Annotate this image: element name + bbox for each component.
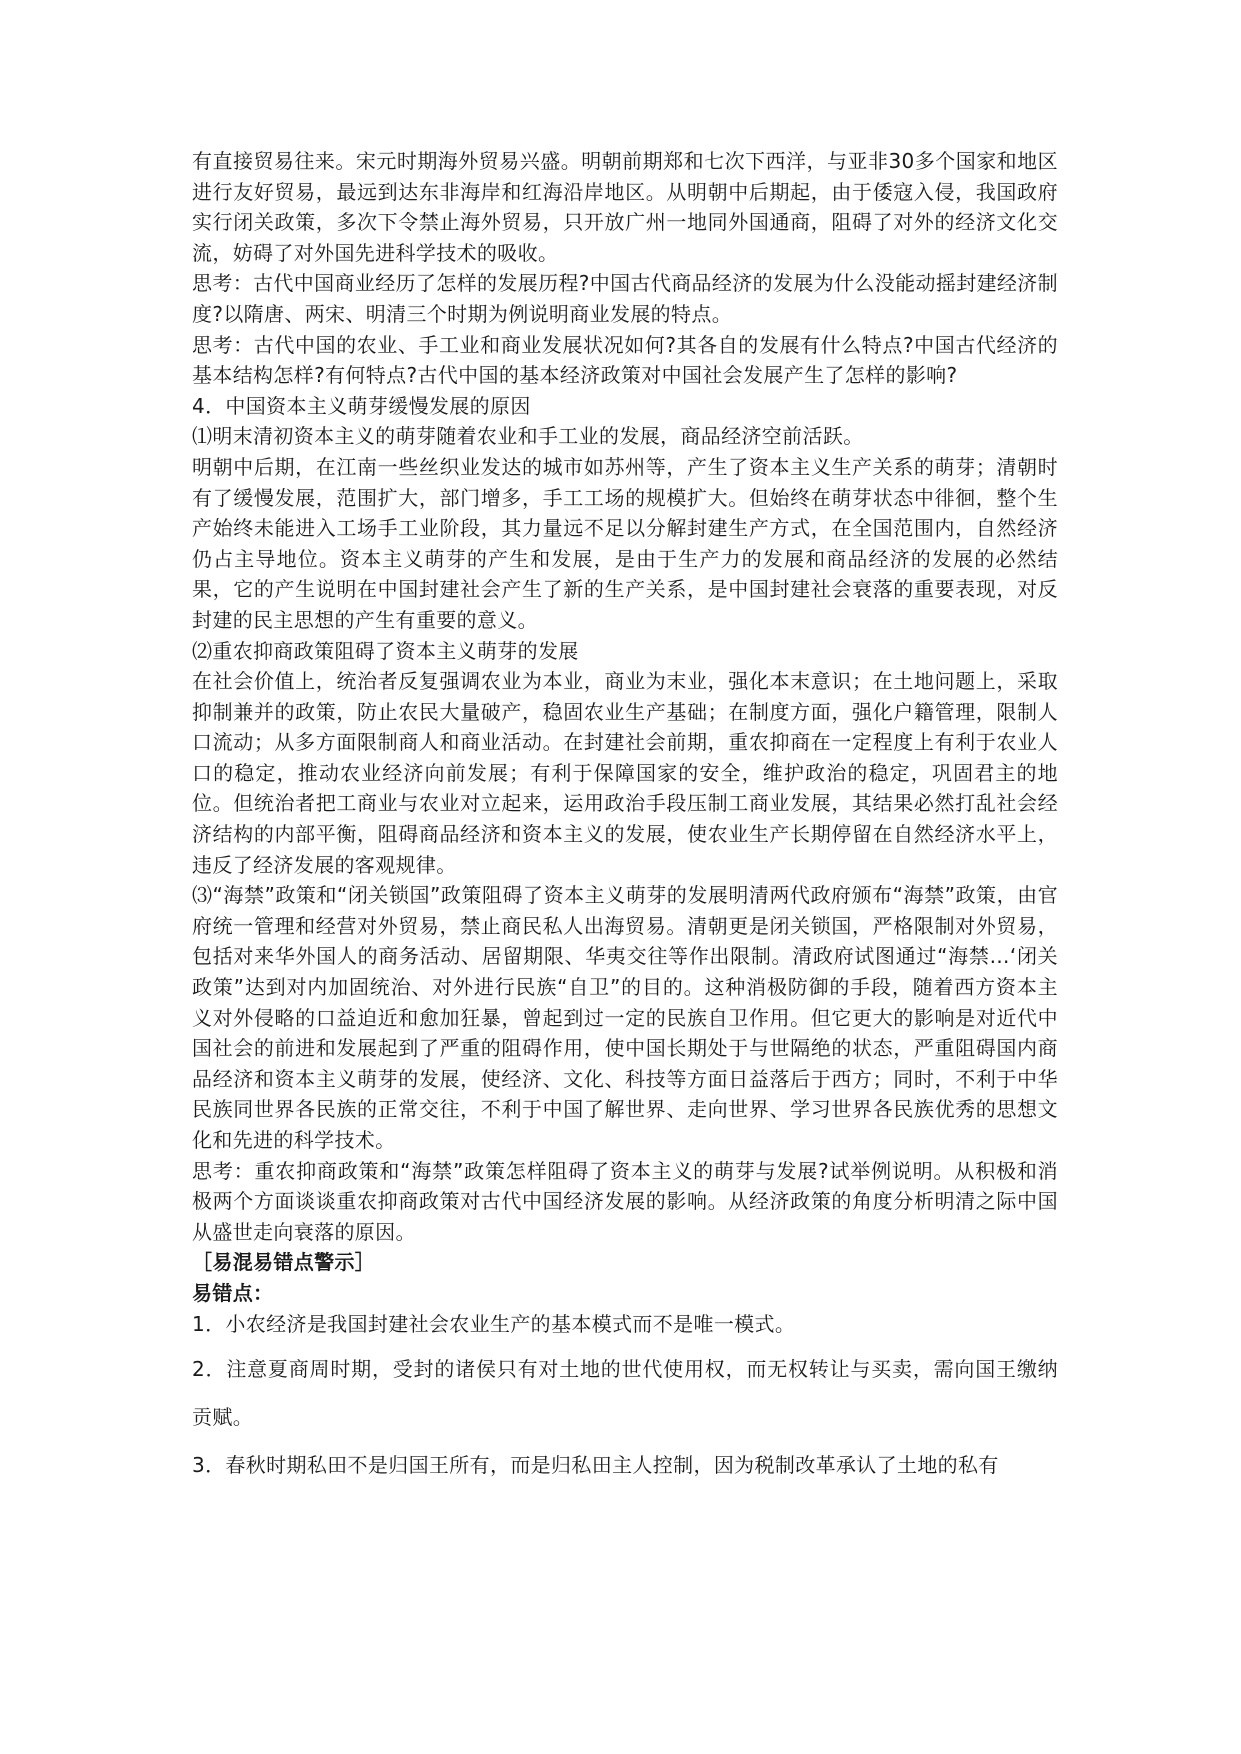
paragraph-question-economy: 思考：古代中国的农业、手工业和商业发展状况如何?其各自的发展有什么特点?中国古代经济的基本结构怎样?有何特点?古代中国的基本经济政策对中国社会发展产生了怎样的影响? (192, 332, 1058, 388)
paragraph-sea-ban-policy: ⑶“海禁”政策和“闭关锁国”政策阻碍了资本主义萌芽的发展明清两代政府颁布“海禁”政策，由官府统一管理和经营对外贸易，禁止商民私人出海贸易。清朝更是闭关锁国，严格限制对外贸易，包括对来华外国人的商务活动、居留期限、华夷交往等作出限制。清政府试图通过“海禁…‘闭关政策”达到对内加固统治、对外进行民族“自卫”的目的。这种消极防御的手段，随着西方资本主义对外侵略的口益迫近和愈加狂暴，曾起到过一定的民族自卫作用。但它更大的影响是对近代中国社会的前进和发展起到了严重的阻碍作用，使中国长期处于与世隔绝的状态，严重阻碍国内商品经济和资本主义萌芽的发展，使经济、文化、科技等方面日益落后于西方；同时，不利于中华民族同世界各民族的正常交往，不利于中国了解世界、走向世界、学习世界各民族优秀的思想文化和先进的科学技术。 (192, 883, 1058, 1152)
error-point-1: 1．小农经济是我国封建社会农业生产的基本模式而不是唯一模式。 (192, 1311, 796, 1336)
point-2-heading: ⑵重农抑商政策阻碍了资本主义萌芽的发展 (192, 638, 579, 663)
paragraph-trade-history: 有直接贸易往来。宋元时期海外贸易兴盛。明朝前期郑和七次下西洋，与亚非30多个国家和地区进行友好贸易，最远到达东非海岸和红海沿岸地区。从明朝中后期起，由于倭寇入侵，我国政府实行闭关政策，多次下令禁止海外贸易，只开放广州一地同外国通商，阻碍了对外的经济文化交流，妨碍了对外国先进科学技术的吸收。 (192, 149, 1058, 265)
paragraph-sprouts-development: 明朝中后期，在江南一些丝织业发达的城市如苏州等，产生了资本主义生产关系的萌芽；清朝时有了缓慢发展，范围扩大，部门增多，手工工场的规模扩大。但始终在萌芽状态中徘徊，整个生产始终未能进入工场手工业阶段，其力量远不足以分解封建生产方式，在全国范围内，自然经济仍占主导地位。资本主义萌芽的产生和发展，是由于生产力的发展和商品经济的发展的必然结果，它的产生说明在中国封建社会产生了新的生产关系，是中国封建社会衰落的重要表现，对反封建的民主思想的产生有重要的意义。 (192, 454, 1058, 632)
point-1-heading: ⑴明末清初资本主义的萌芽随着农业和手工业的发展，商品经济空前活跃。 (192, 424, 864, 449)
section-heading-warnings: ［易混易错点警示］ (192, 1250, 376, 1275)
paragraph-agriculture-policy: 在社会价值上，统治者反复强调农业为本业，商业为末业，强化本末意识；在土地问题上，采取抑制兼并的政策，防止农民大量破产，稳固农业生产基础；在制度方面，强化户籍管理，限制人口流动；从多方面限制商人和商业活动。在封建社会前期，重农抑商在一定程度上有利于农业人口的稳定，推动农业经济向前发展；有利于保障国家的安全，维护政治的稳定，巩固君主的地位。但统治者把工商业与农业对立起来，运用政治手段压制工商业发展，其结果必然打乱社会经济结构的内部平衡，阻碍商品经济和资本主义的发展，使农业生产长期停留在自然经济水平上，违反了经济发展的客观规律。 (192, 669, 1058, 877)
subheading-error-points: 易错点： (192, 1280, 274, 1305)
paragraph-question-policy: 思考：重农抑商政策和“海禁”政策怎样阻碍了资本主义的萌芽与发展?试举例说明。从积极和消极两个方面谈谈重农抑商政策对古代中国经济发展的影响。从经济政策的角度分析明清之际中国从盛世走向衰落的原因。 (192, 1158, 1058, 1244)
error-point-3: 3．春秋时期私田不是归国王所有，而是归私田主人控制，因为税制改革承认了土地的私有 (192, 1453, 999, 1478)
paragraph-question-commerce: 思考：古代中国商业经历了怎样的发展历程?中国古代商品经济的发展为什么没能动摇封建经济制度?以隋唐、两宋、明清三个时期为例说明商业发展的特点。 (192, 271, 1058, 326)
section-title-capitalism-sprouts: 4．中国资本主义萌芽缓慢发展的原因 (192, 393, 531, 418)
error-point-2: 2．注意夏商周时期，受封的诸侯只有对土地的世代使用权，而无权转让与买卖，需向国王缴纳贡赋。 (192, 1357, 1058, 1430)
document-page (192, 146, 1058, 1489)
